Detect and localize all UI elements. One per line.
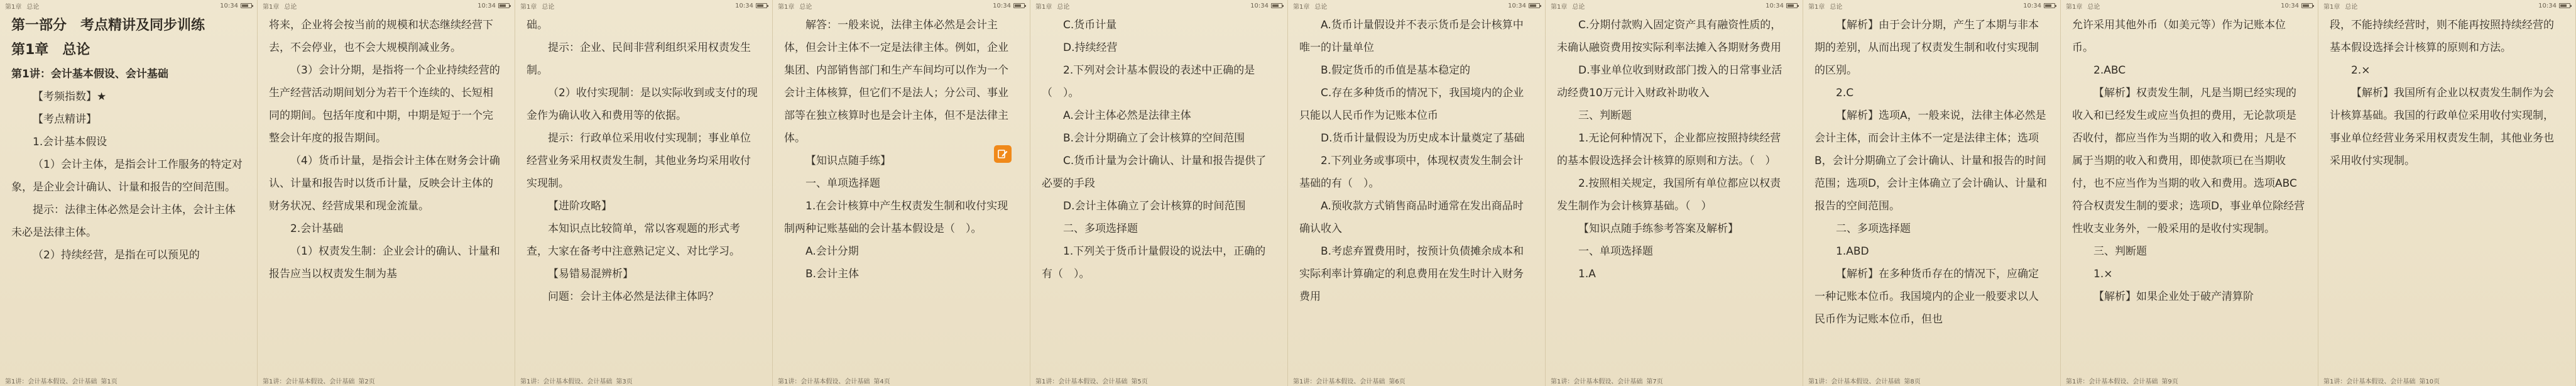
footer-lesson-title: 第1讲：会计基本假设、会计基础 [1035, 378, 1128, 385]
page-number: 第4页 [873, 378, 890, 385]
chapter-label: 第1章 [520, 3, 537, 11]
edit-note-icon[interactable] [994, 145, 1012, 163]
text-paragraph: 第一部分 考点精讲及同步训练 [11, 18, 205, 33]
text-paragraph: 一、单项选择题 [1578, 245, 1653, 258]
page-number: 第7页 [1646, 378, 1663, 385]
chapter-label: 第1章 [2066, 3, 2083, 11]
page-number: 第9页 [2161, 378, 2178, 385]
page-footer [515, 375, 772, 386]
battery-icon [1271, 3, 1282, 8]
footer-lesson-title: 第1讲：会计基本假设、会计基础 [1293, 378, 1385, 385]
page-text [269, 14, 503, 372]
text-paragraph: A.货币计量假设并不表示货币是会计核算中唯一的计量单位 [1299, 19, 1524, 54]
text-paragraph: D.会计主体确立了会计核算的时间范围 [1063, 200, 1246, 212]
text-paragraph: 2.按照相关规定，我国所有单位都应以权责发生制作为会计核算基础。（ ） [1557, 177, 1781, 212]
text-paragraph: 【解析】如果企业处于破产清算阶 [2093, 290, 2254, 303]
footer-lesson-title: 第1讲：会计基本假设、会计基础 [5, 378, 97, 385]
status-bar [0, 0, 257, 11]
text-paragraph: B.考虑弃置费用时，按预计负债摊余成本和实际利率计算确定的利息费用在发生时计入财务费用 [1299, 245, 1524, 303]
section-label: 总论 [1830, 3, 1843, 11]
clock-time: 10:34 [478, 2, 496, 9]
text-paragraph: 2.下列业务或事项中，体现权责发生制会计基础的有（ ）。 [1299, 155, 1524, 190]
pencil-icon [997, 148, 1008, 160]
reader-page[interactable] [0, 0, 258, 386]
text-paragraph: 1.在会计核算中产生权责发生制和收付实现制两种记账基础的会计基本假设是（ ）。 [784, 200, 1008, 235]
clock-time: 10:34 [1508, 2, 1526, 9]
chapter-label: 第1章 [778, 3, 795, 11]
text-paragraph: 【进阶攻略】 [548, 200, 612, 212]
text-paragraph: 一、单项选择题 [805, 177, 880, 190]
text-paragraph: C.存在多种货币的情况下，我国境内的企业只能以人民币作为记账本位币 [1299, 87, 1524, 122]
clock-time: 10:34 [2281, 2, 2299, 9]
status-bar [1803, 0, 2060, 11]
status-bar [2061, 0, 2318, 11]
reader-page[interactable] [1288, 0, 1546, 386]
footer-lesson-title: 第1讲：会计基本假设、会计基础 [1551, 378, 1643, 385]
text-paragraph: B.会计分期确立了会计核算的空间范围 [1063, 132, 1245, 145]
text-paragraph: 【考点精讲】 [33, 113, 97, 126]
text-paragraph: 【解析】我国所有企业以权责发生制作为会计核算基础。我国的行政单位采用收付实现制，事业单位经营业务采用权责发生制，其他业务也采用收付实现制。 [2330, 87, 2554, 167]
text-paragraph: 1.无论何种情况下，企业都应按照持续经营的基本假设选择会计核算的原则和方法。（ ） [1557, 132, 1781, 167]
page-footer [0, 375, 257, 386]
clock-time: 10:34 [735, 2, 753, 9]
footer-lesson-title: 第1讲：会计基本假设、会计基础 [1808, 378, 1901, 385]
text-paragraph: C.分期付款购入固定资产具有融资性质的，未确认融资费用按实际利率法摊入各期财务费用 [1557, 19, 1782, 54]
text-paragraph: （1）权责发生制：企业会计的确认、计量和报告应当以权责发生制为基 [269, 245, 500, 280]
page-number: 第8页 [1904, 378, 1921, 385]
text-paragraph: （3）会计分期，是指将一个企业持续经营的生产经营活动期间划分为若干个连续的、长短相同的期间。包括年度和中期，中期是短于一个完整会计年度的报告期间。 [269, 64, 500, 145]
status-bar [258, 0, 515, 11]
clock-time: 10:34 [2023, 2, 2041, 9]
text-paragraph: A.会计分期 [805, 245, 859, 258]
page-text [1299, 14, 1534, 372]
clock-time: 10:34 [2538, 2, 2557, 9]
text-paragraph: 2.ABC [2093, 64, 2126, 77]
reader-page[interactable] [773, 0, 1030, 386]
page-text [11, 14, 246, 372]
status-bar [515, 0, 772, 11]
text-paragraph: 1.× [2093, 268, 2113, 280]
text-paragraph: 将来，企业将会按当前的规模和状态继续经营下去，不会停业，也不会大规模削减业务。 [269, 19, 493, 54]
text-paragraph: 2.会计基础 [290, 223, 344, 235]
page-text [1815, 14, 2049, 372]
page-number: 第10页 [2419, 378, 2440, 385]
text-paragraph: （4）货币计量，是指会计主体在财务会计确认、计量和报告时以货币计量，反映会计主体的财务状况、经营成果和现金流量。 [269, 155, 500, 212]
battery-icon [498, 3, 510, 8]
page-footer [258, 375, 515, 386]
page-text [1557, 14, 1791, 372]
clock-time: 10:34 [1766, 2, 1784, 9]
text-paragraph: 【知识点随手练参考答案及解析】 [1578, 223, 1738, 235]
chapter-label: 第1章 [1293, 3, 1310, 11]
text-paragraph: 允许采用其他外币（如美元等）作为记账本位币。 [2072, 19, 2286, 54]
status-bar [773, 0, 1030, 11]
text-paragraph: 2.C [1836, 87, 1854, 99]
section-label: 总论 [542, 3, 555, 11]
text-paragraph: C.货币计量 [1063, 19, 1117, 31]
reader-page[interactable] [258, 0, 515, 386]
page-number: 第2页 [358, 378, 375, 385]
page-number: 第1页 [101, 378, 117, 385]
battery-icon [2559, 3, 2570, 8]
battery-icon [241, 3, 252, 8]
text-paragraph: B.会计主体 [805, 268, 860, 280]
page-footer [1546, 375, 1803, 386]
text-paragraph: 1.A [1578, 268, 1596, 280]
text-paragraph: 提示：企业、民间非营利组织采用权责发生制。 [527, 41, 751, 77]
footer-lesson-title: 第1讲：会计基本假设、会计基础 [2323, 378, 2416, 385]
page-number: 第3页 [616, 378, 633, 385]
reader-page[interactable] [1546, 0, 1803, 386]
status-bar [1030, 0, 1287, 11]
chapter-label: 第1章 [1035, 3, 1052, 11]
text-paragraph: A.会计主体必然是法律主体 [1063, 109, 1191, 122]
footer-lesson-title: 第1讲：会计基本假设、会计基础 [2066, 378, 2158, 385]
text-paragraph: C.货币计量为会计确认、计量和报告提供了必要的手段 [1042, 155, 1267, 190]
text-paragraph: 三、判断题 [2093, 245, 2147, 258]
section-label: 总论 [1572, 3, 1585, 11]
reader-page[interactable] [2061, 0, 2318, 386]
text-paragraph: D.货币计量假设为历史成本计量奠定了基础 [1321, 132, 1525, 145]
text-paragraph: 第1章 总论 [11, 42, 90, 58]
text-paragraph: 三、判断题 [1578, 109, 1632, 122]
battery-icon [1013, 3, 1025, 8]
text-paragraph: 提示：行政单位采用收付实现制；事业单位经营业务采用权责发生制，其他业务均采用收付实现制。 [527, 132, 751, 190]
status-bar [2318, 0, 2575, 11]
text-paragraph: 1.会计基本假设 [33, 136, 107, 148]
text-paragraph: 1.下列关于货币计量假设的说法中，正确的有（ ）。 [1042, 245, 1266, 280]
chapter-label: 第1章 [1808, 3, 1825, 11]
page-footer [1030, 375, 1287, 386]
footer-lesson-title: 第1讲：会计基本假设、会计基础 [263, 378, 355, 385]
text-paragraph: D.事业单位收到财政部门拨入的日常事业活动经费10万元计入财政补助收入 [1557, 64, 1782, 99]
section-label: 总论 [799, 3, 812, 11]
text-paragraph: 【考频指数】★ [33, 91, 107, 103]
footer-lesson-title: 第1讲：会计基本假设、会计基础 [778, 378, 870, 385]
clock-time: 10:34 [220, 2, 238, 9]
chapter-label: 第1章 [5, 3, 22, 11]
section-label: 总论 [1314, 3, 1328, 11]
page-footer [2061, 375, 2318, 386]
reader-page[interactable] [2318, 0, 2576, 386]
text-paragraph: 提示：法律主体必然是会计主体，会计主体未必是法律主体。 [11, 204, 236, 239]
clock-time: 10:34 [993, 2, 1011, 9]
page-number: 第6页 [1389, 378, 1405, 385]
chapter-label: 第1章 [263, 3, 280, 11]
text-paragraph: 段，不能持续经营时，则不能再按照持续经营的基本假设选择会计核算的原则和方法。 [2330, 19, 2554, 54]
battery-icon [2044, 3, 2055, 8]
text-paragraph: 【易错易混辨析】 [548, 268, 633, 280]
page-text [784, 14, 1018, 372]
reader-page[interactable] [1030, 0, 1288, 386]
battery-icon [756, 3, 767, 8]
text-paragraph: 2.× [2351, 64, 2371, 77]
text-paragraph: D.持续经营 [1063, 41, 1118, 54]
text-paragraph: 【知识点随手练】 [805, 155, 891, 167]
page-text [2072, 14, 2306, 372]
text-paragraph: 【解析】选项A，一般来说，法律主体必然是会计主体，而会计主体不一定是法律主体；选项B，会计分期确立了会计确认、计量和报告的时间范围；选项D，会计主体确立了会计确认、计量和报告的空间范围。 [1815, 109, 2048, 212]
page-footer [1803, 375, 2060, 386]
text-paragraph: 【解析】权责发生制，凡是当期已经实现的收入和已经发生或应当负担的费用，无论款项是否收付，都应当作为当期的收入和费用；凡是不属于当期的收入和费用，即使款项已在当期收付，也不应当作为当期的收入和费用。选项ABC符合权责发生制的要求；选项D，事业单位除经营性收支业务外，一般采用的是收付实现制。 [2072, 87, 2305, 235]
text-paragraph: 第1讲：会计基本假设、会计基础 [11, 68, 168, 80]
page-text [2330, 14, 2564, 372]
status-bar [1546, 0, 1803, 11]
status-bar [1288, 0, 1545, 11]
section-label: 总论 [284, 3, 297, 11]
text-paragraph: 二、多项选择题 [1063, 223, 1138, 235]
section-label: 总论 [2345, 3, 2358, 11]
section-label: 总论 [1057, 3, 1070, 11]
reader-page[interactable] [1803, 0, 2061, 386]
page-footer [1288, 375, 1545, 386]
text-paragraph: B.假定货币的币值是基本稳定的 [1321, 64, 1471, 77]
text-paragraph: 【解析】在多种货币存在的情况下，应确定一种记账本位币。我国境内的企业一般要求以人民币作为记账本位币，但也 [1815, 268, 2039, 326]
text-paragraph: 本知识点比较简单，常以客观题的形式考查，大家在备考中注意熟记定义、对比学习。 [527, 223, 740, 258]
footer-lesson-title: 第1讲：会计基本假设、会计基础 [520, 378, 613, 385]
section-label: 总论 [26, 3, 40, 11]
chapter-label: 第1章 [2323, 3, 2340, 11]
page-text [527, 14, 761, 372]
text-paragraph: 2.下列对会计基本假设的表述中正确的是（ ）。 [1042, 64, 1255, 99]
text-paragraph: （1）会计主体，是指会计工作服务的特定对象，是企业会计确认、计量和报告的空间范围。 [11, 158, 243, 194]
text-paragraph: 二、多项选择题 [1836, 223, 1911, 235]
reader-page[interactable] [515, 0, 773, 386]
battery-icon [1529, 3, 1540, 8]
page-number: 第5页 [1131, 378, 1148, 385]
battery-icon [1786, 3, 1798, 8]
battery-icon [2301, 3, 2313, 8]
text-paragraph: 【解析】由于会计分期，产生了本期与非本期的差别，从而出现了权责发生制和收付实现制的区别。 [1815, 19, 2039, 77]
text-paragraph: A.预收款方式销售商品时通常在发出商品时确认收入 [1299, 200, 1524, 235]
text-paragraph: （2）收付实现制：是以实际收到或支付的现金作为确认收入和费用等的依据。 [527, 87, 758, 122]
section-label: 总论 [2087, 3, 2100, 11]
clock-time: 10:34 [1250, 2, 1269, 9]
text-paragraph: 问题：会计主体必然是法律主体吗？ [548, 290, 719, 303]
page-text [1042, 14, 1276, 372]
chapter-label: 第1章 [1551, 3, 1568, 11]
page-footer [2318, 375, 2575, 386]
page-footer [773, 375, 1030, 386]
text-paragraph: 1.ABD [1836, 245, 1869, 258]
text-paragraph: 础。 [527, 19, 548, 31]
text-paragraph: （2）持续经营，是指在可以预见的 [33, 249, 200, 262]
text-paragraph: 解答：一般来说，法律主体必然是会计主体，但会计主体不一定是法律主体。例如，企业集团、内部销售部门和生产车间均可以作为一个会计主体核算，但它们不是法人；分公司、事业部等在独立核算时也是会计主体，但不是法律主体。 [784, 19, 1008, 145]
